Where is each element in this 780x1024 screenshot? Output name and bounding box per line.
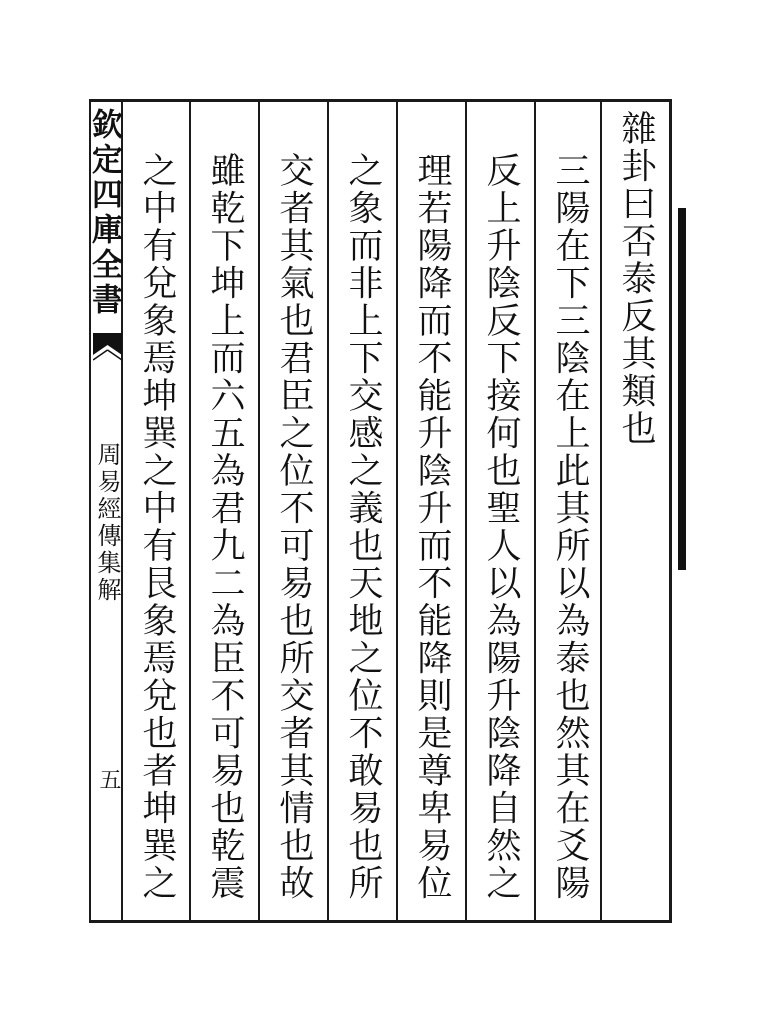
text-column-heading: 雜卦曰否泰反其類也 [616, 110, 656, 448]
text-column: 雖乾下坤上而六五為君九二為臣不可易也乾震 [205, 152, 245, 902]
margin-collection-title: 欽定四庫全書 [86, 108, 122, 318]
binding-shadow-bar [678, 208, 686, 570]
text-column: 之中有兌象焉坤巽之中有艮象焉兌也者坤巽之 [137, 152, 177, 902]
frame-bottom-rule [90, 920, 672, 923]
text-column: 之象而非上下交感之義也天地之位不敢易也所 [343, 152, 383, 902]
fishtail-mark-icon [93, 333, 122, 361]
text-column: 交者其氣也君臣之位不可易也所交者其情也故 [274, 152, 314, 902]
margin-book-title: 周易經傳集解 [93, 442, 121, 604]
text-column: 反上升陰反下接何也聖人以為陽升陰降自然之 [481, 152, 521, 902]
frame-right-rule [669, 99, 672, 923]
page-number: 五 [96, 768, 121, 790]
frame-top-rule [90, 99, 672, 102]
text-column: 三陽在下三陰在上此其所以為泰也然其在爻陽 [550, 152, 590, 902]
text-column: 理若陽降而不能升陰升而不能降則是尊卑易位 [412, 152, 452, 902]
